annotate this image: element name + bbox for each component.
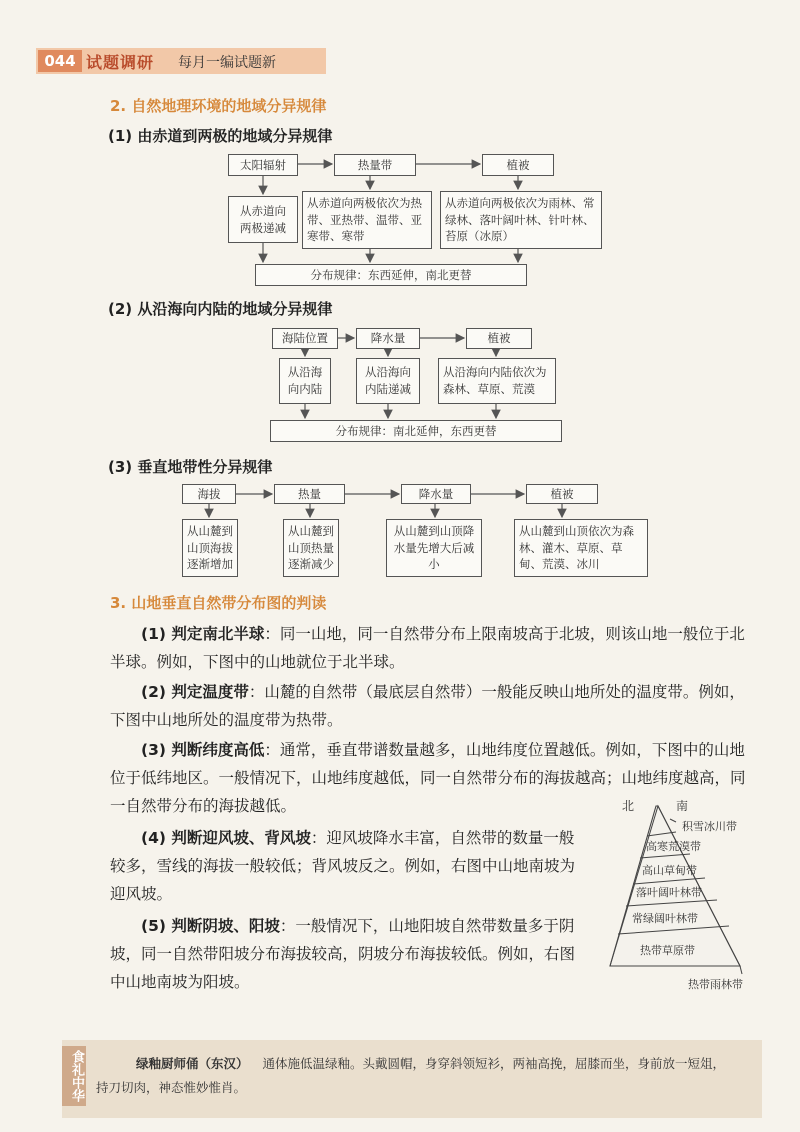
d3-head-precipitation: 降水量 (401, 484, 471, 504)
d2-detail-precipitation: 从沿海向内陆递减 (356, 358, 420, 404)
section-title: 试题调研 (86, 53, 155, 72)
d3-head-vegetation: 植被 (526, 484, 598, 504)
zone-label-alpine-desert: 高寒荒漠带 (646, 840, 701, 853)
para-temperature-zone-label: (2) 判定温度带 (141, 683, 249, 701)
para-sunny-slope (110, 912, 588, 996)
south-label: 南 (676, 799, 689, 813)
para-temperature-zone-text: ：山麓的自然带（最底层自然带）一般能反映山地所处的温度带。例如，下图中山地所处的温度带为热带。 (110, 683, 745, 729)
page-number: 044 (38, 50, 82, 72)
d3-detail-heat: 从山麓到山顶热量逐渐减少 (283, 519, 339, 577)
d3-detail-vegetation: 从山麓到山顶依次为森林、灌木、草原、草甸、荒漠、冰川 (514, 519, 648, 577)
d2-detail-position: 从沿海向内陆 (279, 358, 331, 404)
d2-rule: 分布规律：南北延伸，东西更替 (270, 420, 562, 442)
para-hemisphere-label: (1) 判定南北半球 (141, 625, 265, 643)
zone-label-rainforest: 热带雨林带 (688, 978, 743, 991)
sec3-title: 3. 山地垂直自然带分布图的判读 (110, 594, 327, 612)
footer-text-block (96, 1052, 736, 1100)
sub1-title: (1) 由赤道到两极的地域分异规律 (108, 127, 333, 145)
d3-head-heat: 热量 (274, 484, 345, 504)
para-hemisphere (110, 620, 760, 676)
d3-head-altitude: 海拔 (182, 484, 236, 504)
para-latitude-text: ：通常，垂直带谱数量越多，山地纬度位置越低。例如，下图中的山地位于低纬地区。一般情况下，山地纬度越低，同一自然带分布的海拔越高；山地纬度越高，同一自然带分布的海拔越低。 (110, 741, 746, 815)
bottom-pointer (740, 966, 742, 974)
d1-detail-vegetation: 从赤道向两极依次为雨林、常绿林、落叶阔叶林、针叶林、苔原（冰原） (440, 191, 602, 249)
footer-description: 通体施低温绿釉。头戴圆帽，身穿斜领短衫，两袖高挽，屈膝而坐，身前放一短俎，持刀切肉，神态惟妙惟肖。 (96, 1056, 726, 1095)
para-windward-text: ：迎风坡降水丰富，自然带的数量一般较多，雪线的海拔一般较低；背风坡反之。例如，右图中山地南坡为迎风坡。 (110, 829, 576, 903)
top-pointer (670, 819, 676, 822)
d2-head-precipitation: 降水量 (356, 328, 420, 349)
para-latitude-label: (3) 判断纬度高低 (141, 741, 265, 759)
sec2-title: 2. 自然地理环境的地域分异规律 (110, 97, 327, 115)
sub2-title: (2) 从沿海向内陆的地域分异规律 (108, 300, 333, 318)
para-temperature-zone (110, 678, 760, 734)
footer-title: 绿釉厨师俑（东汉） (136, 1056, 249, 1071)
para-windward (110, 824, 588, 908)
para-windward-label: (4) 判断迎风坡、背风坡 (141, 829, 311, 847)
d2-detail-vegetation: 从沿海向内陆依次为森林、草原、荒漠 (438, 358, 556, 404)
zone-label-alpine-meadow: 高山草甸带 (642, 864, 697, 877)
d1-rule: 分布规律：东西延伸，南北更替 (255, 264, 527, 286)
sub3-title: (3) 垂直地带性分异规律 (108, 458, 273, 476)
para-hemisphere-text: ：同一山地，同一自然带分布上限南坡高于北坡，则该山地一般位于北半球。例如，下图中的山地就位于北半球。 (110, 625, 745, 671)
d1-detail-radiation: 从赤道向两极递减 (228, 196, 298, 243)
d3-detail-precipitation: 从山麓到山顶降水量先增大后减小 (386, 519, 482, 577)
d2-head-position: 海陆位置 (272, 328, 338, 349)
footer-tag: 食礼中华 (62, 1046, 86, 1106)
para-sunny-slope-text: ：一般情况下，山地阳坡自然带数量多于阴坡，同一自然带阳坡分布海拔较高，阴坡分布海拔较低。例如，右图中山地南坡为阳坡。 (110, 917, 576, 991)
d1-head-vegetation: 植被 (482, 154, 554, 176)
d2-head-vegetation: 植被 (466, 328, 532, 349)
zone-label-deciduous: 落叶阔叶林带 (636, 886, 702, 899)
north-label: 北 (622, 799, 635, 813)
d1-detail-heat-zone: 从赤道向两极依次为热带、亚热带、温带、亚寒带、寒带 (302, 191, 432, 249)
para-sunny-slope-label: (5) 判断阴坡、阳坡 (141, 917, 280, 935)
d1-head-radiation: 太阳辐射 (228, 154, 298, 176)
zone-label-snow-ice: 积雪冰川带 (682, 820, 737, 833)
d1-head-heat-zone: 热量带 (334, 154, 416, 176)
zone-label-savanna: 热带草原带 (640, 944, 695, 957)
header-subtitle: 每月一编试题新 (178, 55, 276, 71)
zone-label-evergreen: 常绿阔叶林带 (632, 912, 698, 925)
d3-detail-altitude: 从山麓到山顶海拔逐渐增加 (182, 519, 238, 577)
mountain-zone-diagram (596, 796, 776, 996)
